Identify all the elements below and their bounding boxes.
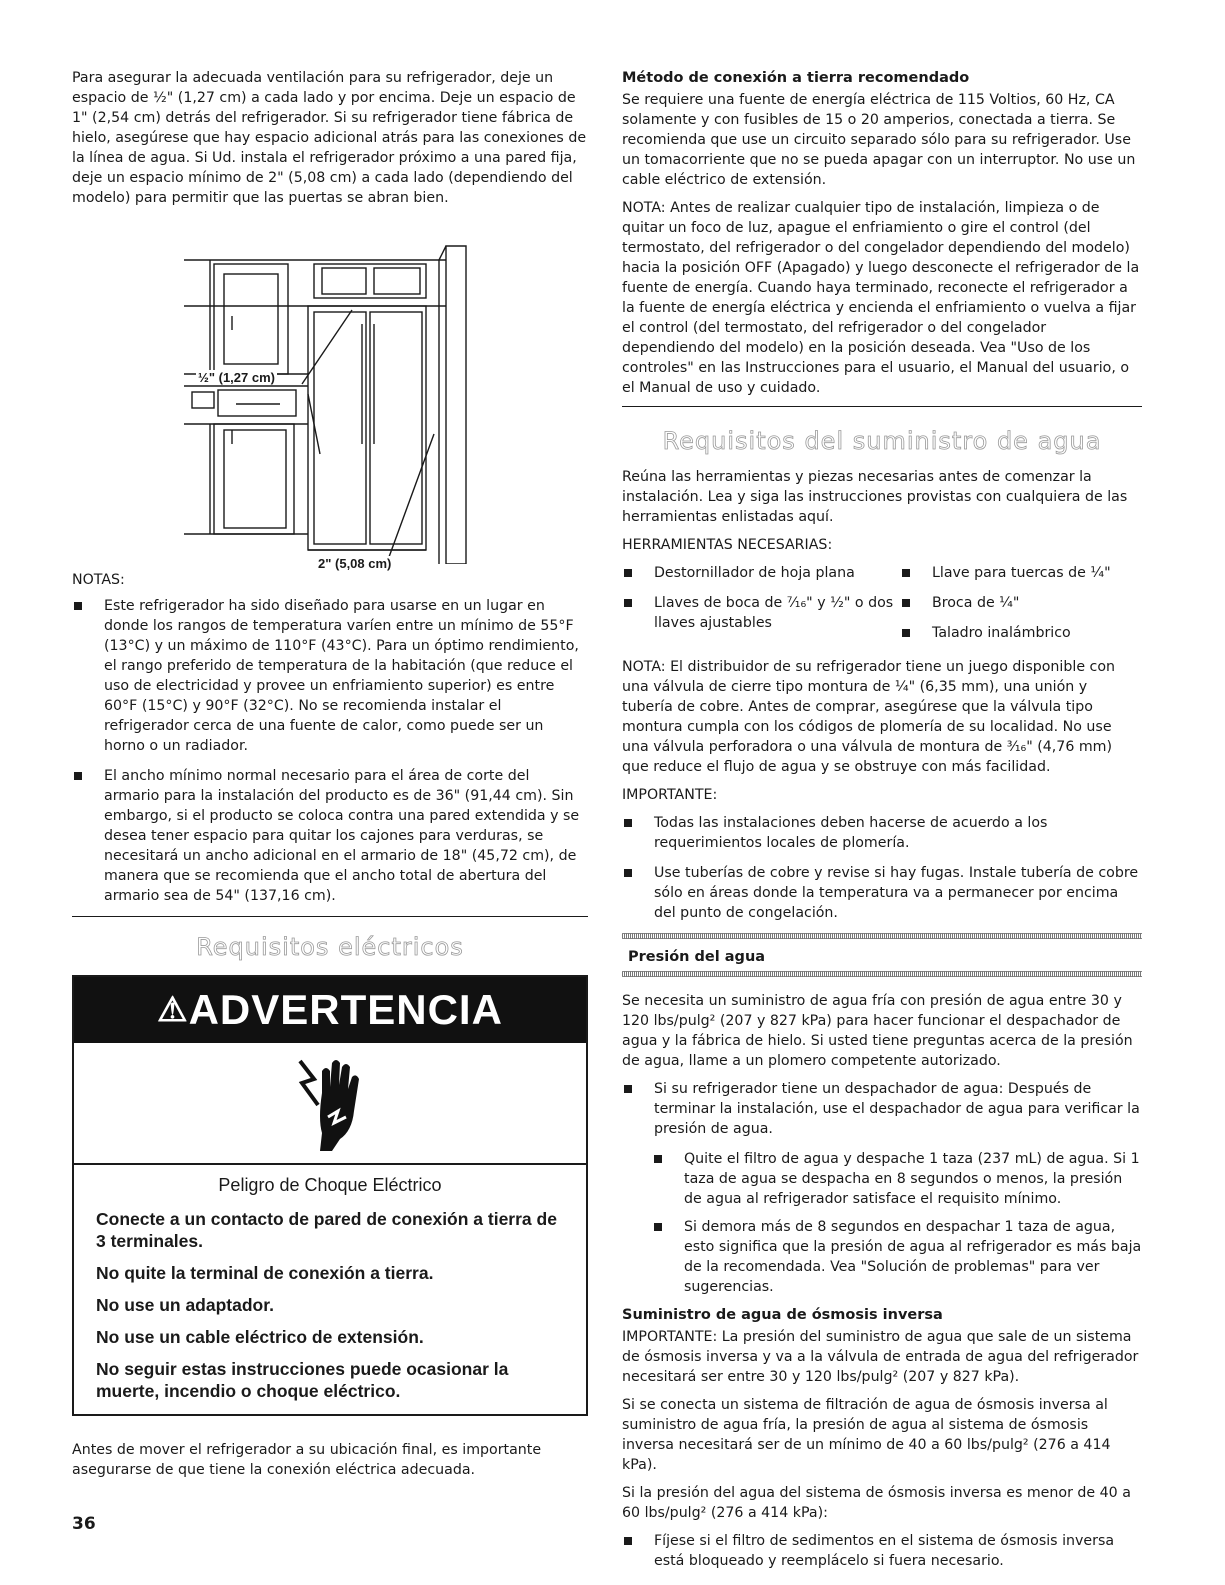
warning-line: No quite la terminal de conexión a tierra. xyxy=(96,1263,434,1283)
warning-header-text: ADVERTENCIA xyxy=(188,986,503,1033)
electric-shock-hand-icon xyxy=(292,1053,372,1153)
warning-line: No use un adaptador. xyxy=(96,1295,274,1315)
warning-line: Conecte a un contacto de pared de conexión a tierra de 3 terminales. xyxy=(96,1209,557,1251)
water-intro: Reúna las herramientas y piezas necesarias antes de comenzar la instalación. Lea y siga las instrucciones provistas con cualquiera de las herramientas enlistadas aquí. xyxy=(622,469,1128,525)
tool-item: Llave para tuercas de ¼" xyxy=(900,563,1140,583)
ro-list xyxy=(622,1531,1142,1571)
pressure-text: Se necesita un suministro de agua fría con presión de agua entre 30 y 120 lbs/pulg² (207 y 827 kPa) para hacer funcionar el despachador de agua y la fábrica de hielo. Si usted tiene preguntas acerca de la presión de agua, llame a un plomero competente autorizado. xyxy=(622,993,1133,1069)
grounding-heading: Método de conexión a tierra recomendado xyxy=(622,70,970,86)
dotted-divider xyxy=(622,933,1142,939)
ro-paragraph: Si la presión del agua del sistema de ósmosis inversa es menor de 40 a 60 lbs/pulg² (276 a 414 kPa): xyxy=(622,1485,1131,1521)
section-divider xyxy=(72,916,588,917)
pressure-item: Si su refrigerador tiene un despachador de agua: Después de terminar la instalación, use el despachador de agua para verificar la presión de agua. xyxy=(622,1079,1142,1139)
water-section-title: Requisitos del suministro de agua xyxy=(662,427,1102,455)
tools-heading: HERRAMIENTAS NECESARIAS: xyxy=(622,537,833,553)
importante-list xyxy=(622,813,1142,923)
tool-item: Taladro inalámbrico xyxy=(900,623,1140,643)
warning-header xyxy=(74,977,586,1043)
ventilation-intro: Para asegurar la adecuada ventilación para su refrigerador, deje un espacio de ½" (1,27 cm) a cada lado y por encima. Deje un espacio de 1" (2,54 cm) detrás del refrigerador. Si su refrigerador tiene fábrica de hielo, asegúrese que hay espacio adicional atrás para las conexiones de la línea de agua. Si Ud. instala el refrigerador próximo a una pared fija, deje un espacio mínimo de 2" (5,08 cm) a cada lado (dependiendo del modelo) para permitir que las puertas se abran bien. xyxy=(72,70,587,206)
pressure-heading: Presión del agua xyxy=(628,949,766,965)
electrical-closing-text: Antes de mover el refrigerador a su ubicación final, es importante asegurarse de que tiene la conexión eléctrica adecuada. xyxy=(72,1442,542,1478)
ro-paragraph: Si se conecta un sistema de filtración de agua de ósmosis inversa al suministro de agua fría, la presión de agua al sistema de ósmosis inversa necesitará ser de un mínimo de 40 a 60 lbs/pulg² (276 a 414 kPa). xyxy=(622,1397,1111,1473)
section-divider xyxy=(622,406,1142,407)
warning-body xyxy=(74,1165,586,1414)
tools-list xyxy=(622,563,1142,653)
warning-triangle-icon: ⚠ xyxy=(157,991,189,1029)
tool-item: Llaves de boca de ⁷⁄₁₆" y ½" o dos llaves ajustables xyxy=(622,593,900,633)
ro-heading: Suministro de agua de ósmosis inversa xyxy=(622,1307,943,1323)
tool-item: Destornillador de hoja plana xyxy=(622,563,900,583)
tools-column-1 xyxy=(622,563,900,653)
page-number: 36 xyxy=(72,1514,96,1534)
pressure-sublist xyxy=(622,1149,1142,1297)
importante-item: Todas las instalaciones deben hacerse de acuerdo a los requerimientos locales de plomería. xyxy=(622,813,1142,853)
tool-item: Broca de ¼" xyxy=(900,593,1140,613)
pressure-subitem: Quite el filtro de agua y despache 1 taza (237 mL) de agua. Si 1 taza de agua se despacha en 8 segundos o menos, la presión de agua al refrigerador satisface el requisito mínimo. xyxy=(652,1149,1142,1209)
pressure-subitem: Si demora más de 8 segundos en despachar 1 taza de agua, esto significa que la presión de agua al refrigerador es más baja de la recomendada. Vea "Solución de problemas" para ver sugerencias. xyxy=(652,1217,1142,1297)
right-column xyxy=(622,68,1142,1581)
shock-hazard-area xyxy=(74,1043,586,1165)
electrical-section-title: Requisitos eléctricos xyxy=(196,933,464,961)
nota-item: El ancho mínimo normal necesario para el área de corte del armario para la instalación del producto es de 36" (91,44 cm). Sin embargo, si el producto se coloca contra una pared extendida y se desea tener espacio para quitar los cajones para verduras, se necesitará un ancho adicional en el armario de 18" (45,72 cm), de manera que se recomienda que el ancho total de abertura del armario sea de 54" (137,16 cm). xyxy=(72,766,588,906)
notas-heading: NOTAS: xyxy=(72,572,125,588)
ro-paragraph: IMPORTANTE: La presión del suministro de agua que sale de un sistema de ósmosis inversa y va a la válvula de entrada de agua del refrigerador necesitará ser entre 30 y 120 lbs/pulg² (207 y 827 kPa). xyxy=(622,1329,1139,1385)
importante-item: Use tuberías de cobre y revise si hay fugas. Instale tubería de cobre sólo en áreas donde la temperatura va a permanecer por encima del punto de congelación. xyxy=(622,863,1142,923)
notas-list xyxy=(72,596,588,906)
importante-heading: IMPORTANTE: xyxy=(622,787,718,803)
refrigerator-clearance-diagram xyxy=(184,244,484,571)
two-inch-clearance-label: 2" (5,08 cm) xyxy=(318,556,392,571)
left-column xyxy=(72,68,588,1488)
warning-hazard-title: Peligro de Choque Eléctrico xyxy=(218,1175,442,1195)
nota-item: Este refrigerador ha sido diseñado para usarse en un lugar en donde los rangos de temperatura varíen entre un mínimo de 55°F (13°C) y un máximo de 110°F (43°C). Para un óptimo rendimiento, el rango preferido de temperatura de la habitación (que reduce el uso de electricidad y provee un enfriamiento superior) es entre 60°F (15°C) y 90°F (32°C). No se recomienda instalar el refrigerador cerca de una fuente de calor, como puede ser un horno o un radiador. xyxy=(72,596,588,756)
dotted-divider xyxy=(622,971,1142,977)
warning-line: No use un cable eléctrico de extensión. xyxy=(96,1327,424,1347)
tools-column-2 xyxy=(900,563,1140,653)
pressure-list xyxy=(622,1079,1142,1139)
refrigerator-diagram-drawing xyxy=(184,244,484,564)
ro-item: Fíjese si el filtro de sedimentos en el sistema de ósmosis inversa está bloqueado y reemplácelo si fuera necesario. xyxy=(622,1531,1142,1571)
grounding-text: Se requiere una fuente de energía eléctrica de 115 Voltios, 60 Hz, CA solamente y con fusibles de 15 o 20 amperios, conectada a tierra. Se recomienda que use un circuito separado sólo para su refrigerador. Use un tomacorriente que no se pueda apagar con un interruptor. No use un cable eléctrico de extensión. xyxy=(622,92,1136,188)
warning-line: No seguir estas instrucciones puede ocasionar la muerte, incendio o choque eléctrico. xyxy=(96,1359,509,1401)
warning-box xyxy=(72,975,588,1416)
grounding-note: NOTA: Antes de realizar cualquier tipo de instalación, limpieza o de quitar un foco de luz, apague el enfriamiento o gire el control (del termostato, del refrigerador o del congelador dependiendo del modelo) hacia la posición OFF (Apagado) y luego desconecte el refrigerador de la fuente de energía. Cuando haya terminado, reconecte el refrigerador a la fuente de energía eléctrica y encienda el enfriamiento o vuelva a fijar el control (del termostato, del refrigerador o del congelador dependiendo del modelo) en la posición deseada. Vea "Uso de los controles" en las Instrucciones para el usuario, el Manual del usuario, o el Manual de uso y cuidado. xyxy=(622,200,1140,396)
half-inch-clearance-label: ½" (1,27 cm) xyxy=(198,370,275,385)
tools-note: NOTA: El distribuidor de su refrigerador tiene un juego disponible con una válvula de cierre tipo montura de ¼" (6,35 mm), una unión y tubería de cobre. Antes de comprar, asegúrese que la válvula tipo montura cumpla con los códigos de plomería de su localidad. No use una válvula perforadora o una válvula de montura de ³⁄₁₆" (4,76 mm) que reduce el flujo de agua y se obstruye con más facilidad. xyxy=(622,659,1116,775)
